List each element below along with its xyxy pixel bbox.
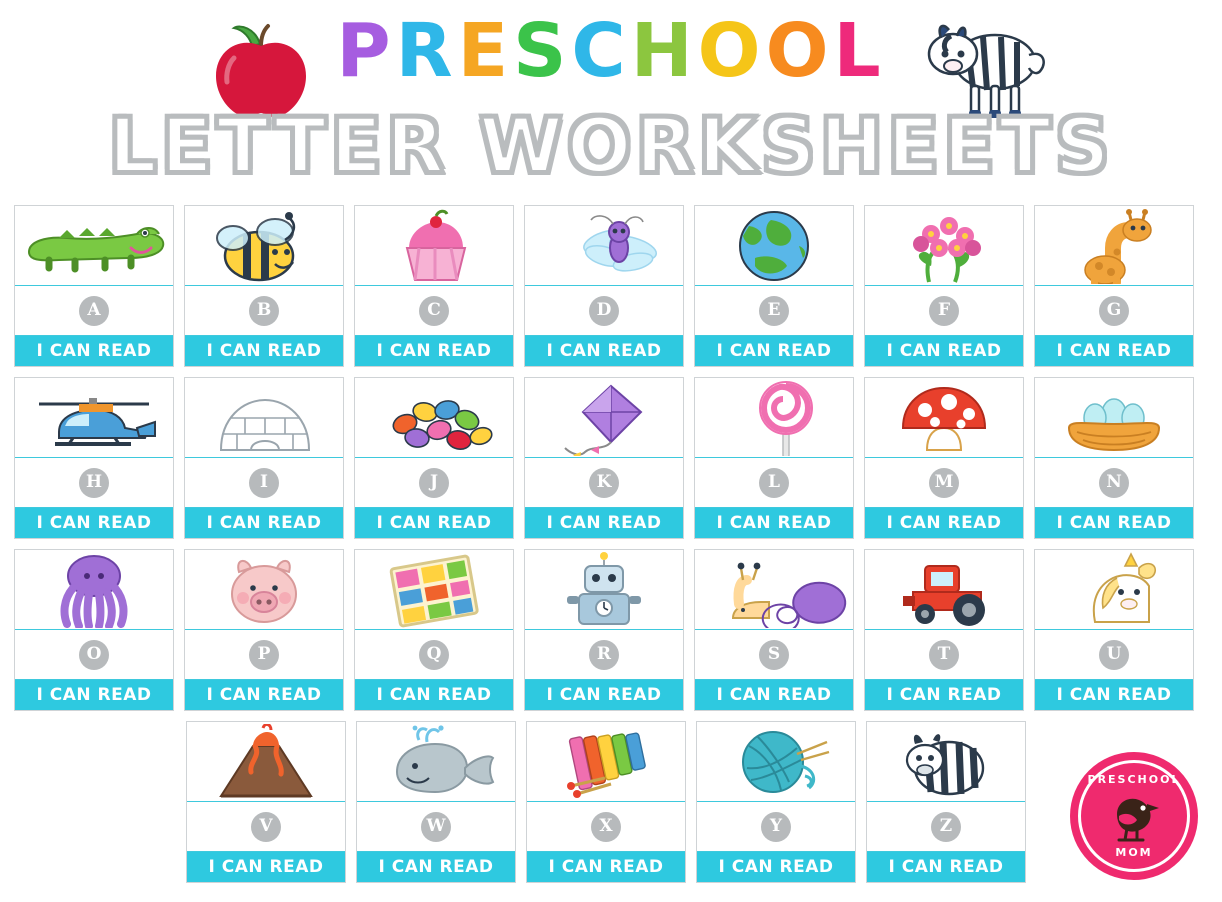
i-can-read-banner[interactable]: I CAN READ: [185, 508, 343, 538]
kite-illustration: [525, 378, 683, 458]
letter-row: [867, 802, 1025, 852]
card-row-1: [14, 205, 1208, 367]
i-can-read-banner[interactable]: I CAN READ: [355, 680, 513, 710]
title-letter-4: C: [571, 8, 631, 94]
letter-card-w[interactable]: [356, 721, 516, 883]
letter-row: [1035, 630, 1193, 680]
letter-card-o[interactable]: [14, 549, 174, 711]
letter-row: [697, 802, 855, 852]
title-letter-7: O: [765, 8, 834, 94]
pig-illustration: [185, 550, 343, 630]
letter-card-r[interactable]: [524, 549, 684, 711]
i-can-read-banner[interactable]: I CAN READ: [1035, 680, 1193, 710]
letter-row: [525, 458, 683, 508]
letter-card-t[interactable]: [864, 549, 1024, 711]
logo-text-bottom: MOM: [1115, 846, 1153, 859]
letter-row: [185, 630, 343, 680]
zebra-illustration: [867, 722, 1025, 802]
letter-row: [185, 286, 343, 336]
i-can-read-banner[interactable]: I CAN READ: [865, 508, 1023, 538]
letter-badge: U: [1099, 640, 1129, 670]
letter-badge: J: [419, 468, 449, 498]
tractor-illustration: [865, 550, 1023, 630]
letter-card-v[interactable]: [186, 721, 346, 883]
title-letter-worksheets: LETTER WORKSHEETS: [108, 101, 1114, 190]
unicorn-illustration: [1035, 550, 1193, 630]
i-can-read-banner[interactable]: I CAN READ: [525, 336, 683, 366]
title-preschool: [336, 8, 886, 94]
letter-card-m[interactable]: [864, 377, 1024, 539]
title-letter-8: L: [833, 8, 886, 94]
letter-row: [1035, 458, 1193, 508]
letter-badge: E: [759, 296, 789, 326]
letter-badge: A: [79, 296, 109, 326]
letter-badge: G: [1099, 296, 1129, 326]
robot-illustration: [525, 550, 683, 630]
title-letter-0: P: [336, 8, 396, 94]
title-letter-2: E: [457, 8, 514, 94]
i-can-read-banner[interactable]: I CAN READ: [15, 336, 173, 366]
letter-badge: B: [249, 296, 279, 326]
i-can-read-banner[interactable]: I CAN READ: [1035, 508, 1193, 538]
letter-row: [357, 802, 515, 852]
letter-badge: C: [419, 296, 449, 326]
flowers-illustration: [865, 206, 1023, 286]
letter-badge: H: [79, 468, 109, 498]
letter-card-d[interactable]: [524, 205, 684, 367]
i-can-read-banner[interactable]: I CAN READ: [185, 336, 343, 366]
letter-card-b[interactable]: [184, 205, 344, 367]
logo-inner-ring: [1078, 760, 1190, 872]
letter-badge: L: [759, 468, 789, 498]
alligator-illustration: [15, 206, 173, 286]
letter-badge: R: [589, 640, 619, 670]
letter-row: [865, 630, 1023, 680]
nest-illustration: [1035, 378, 1193, 458]
letter-row: [527, 802, 685, 852]
i-can-read-banner[interactable]: I CAN READ: [357, 852, 515, 882]
i-can-read-banner[interactable]: I CAN READ: [185, 680, 343, 710]
i-can-read-banner[interactable]: I CAN READ: [867, 852, 1025, 882]
letter-badge: S: [759, 640, 789, 670]
letter-badge: F: [929, 296, 959, 326]
i-can-read-banner[interactable]: I CAN READ: [865, 336, 1023, 366]
quilt-illustration: [355, 550, 513, 630]
i-can-read-banner[interactable]: I CAN READ: [15, 680, 173, 710]
xylophone-illustration: [527, 722, 685, 802]
letter-card-n[interactable]: [1034, 377, 1194, 539]
letter-card-p[interactable]: [184, 549, 344, 711]
i-can-read-banner[interactable]: I CAN READ: [527, 852, 685, 882]
letter-row: [865, 458, 1023, 508]
giraffe-illustration: [1035, 206, 1193, 286]
i-can-read-banner[interactable]: I CAN READ: [1035, 336, 1193, 366]
letter-card-grid: [14, 205, 1208, 883]
igloo-illustration: [185, 378, 343, 458]
card-row-4: [14, 721, 1208, 883]
i-can-read-banner[interactable]: I CAN READ: [695, 508, 853, 538]
dragonfly-illustration: [525, 206, 683, 286]
cupcake-illustration: [355, 206, 513, 286]
card-row-3: [14, 549, 1208, 711]
letter-card-c[interactable]: [354, 205, 514, 367]
letter-badge: O: [79, 640, 109, 670]
letter-badge: N: [1099, 468, 1129, 498]
whale-illustration: [357, 722, 515, 802]
letter-badge: I: [249, 468, 279, 498]
letter-card-k[interactable]: [524, 377, 684, 539]
mushroom-illustration: [865, 378, 1023, 458]
helicopter-illustration: [15, 378, 173, 458]
letter-row: [695, 630, 853, 680]
title-letter-5: H: [630, 8, 698, 94]
letter-badge: X: [591, 812, 621, 842]
title-letter-3: S: [513, 8, 572, 94]
letter-row: [15, 458, 173, 508]
letter-badge: V: [251, 812, 281, 842]
letter-badge: P: [249, 640, 279, 670]
letter-row: [695, 286, 853, 336]
jellybeans-illustration: [355, 378, 513, 458]
letter-card-x[interactable]: [526, 721, 686, 883]
volcano-illustration: [187, 722, 345, 802]
letter-card-j[interactable]: [354, 377, 514, 539]
letter-card-y[interactable]: [696, 721, 856, 883]
letter-card-l[interactable]: [694, 377, 854, 539]
letter-card-s[interactable]: [694, 549, 854, 711]
title-letter-6: O: [697, 8, 766, 94]
letter-row: [355, 630, 513, 680]
letter-card-q[interactable]: [354, 549, 514, 711]
letter-card-f[interactable]: [864, 205, 1024, 367]
i-can-read-banner[interactable]: I CAN READ: [355, 336, 513, 366]
title-letter-1: R: [395, 8, 458, 94]
yarn-illustration: [697, 722, 855, 802]
preschool-mom-logo[interactable]: [1070, 752, 1198, 880]
letter-row: [187, 802, 345, 852]
letter-badge: K: [589, 468, 619, 498]
letter-badge: M: [929, 468, 959, 498]
letter-row: [15, 286, 173, 336]
i-can-read-banner[interactable]: I CAN READ: [695, 336, 853, 366]
letter-card-i[interactable]: [184, 377, 344, 539]
letter-row: [865, 286, 1023, 336]
logo-text-top: PRESCHOOL: [1087, 773, 1181, 786]
i-can-read-banner[interactable]: I CAN READ: [697, 852, 855, 882]
letter-badge: Q: [419, 640, 449, 670]
letter-card-g[interactable]: [1034, 205, 1194, 367]
earth-illustration: [695, 206, 853, 286]
i-can-read-banner[interactable]: I CAN READ: [525, 680, 683, 710]
letter-row: [1035, 286, 1193, 336]
letter-row: [15, 630, 173, 680]
i-can-read-banner[interactable]: I CAN READ: [695, 680, 853, 710]
i-can-read-banner[interactable]: I CAN READ: [355, 508, 513, 538]
letter-card-u[interactable]: [1034, 549, 1194, 711]
page-title: [0, 8, 1222, 94]
letter-row: [355, 286, 513, 336]
letter-card-h[interactable]: [14, 377, 174, 539]
letter-card-z[interactable]: [866, 721, 1026, 883]
letter-badge: W: [421, 812, 451, 842]
card-row-2: [14, 377, 1208, 539]
letter-badge: Y: [761, 812, 791, 842]
page-header: [0, 0, 1222, 195]
i-can-read-banner[interactable]: I CAN READ: [525, 508, 683, 538]
letter-row: [695, 458, 853, 508]
letter-row: [185, 458, 343, 508]
snail-illustration: [695, 550, 853, 630]
letter-card-a[interactable]: [14, 205, 174, 367]
bird-icon: [1103, 788, 1165, 844]
i-can-read-banner[interactable]: I CAN READ: [187, 852, 345, 882]
letter-badge: D: [589, 296, 619, 326]
letter-badge: Z: [931, 812, 961, 842]
letter-row: [525, 630, 683, 680]
i-can-read-banner[interactable]: I CAN READ: [865, 680, 1023, 710]
letter-row: [525, 286, 683, 336]
letter-badge: T: [929, 640, 959, 670]
i-can-read-banner[interactable]: I CAN READ: [15, 508, 173, 538]
letter-card-e[interactable]: [694, 205, 854, 367]
lollipop-illustration: [695, 378, 853, 458]
bee-illustration: [185, 206, 343, 286]
octopus-illustration: [15, 550, 173, 630]
letter-row: [355, 458, 513, 508]
